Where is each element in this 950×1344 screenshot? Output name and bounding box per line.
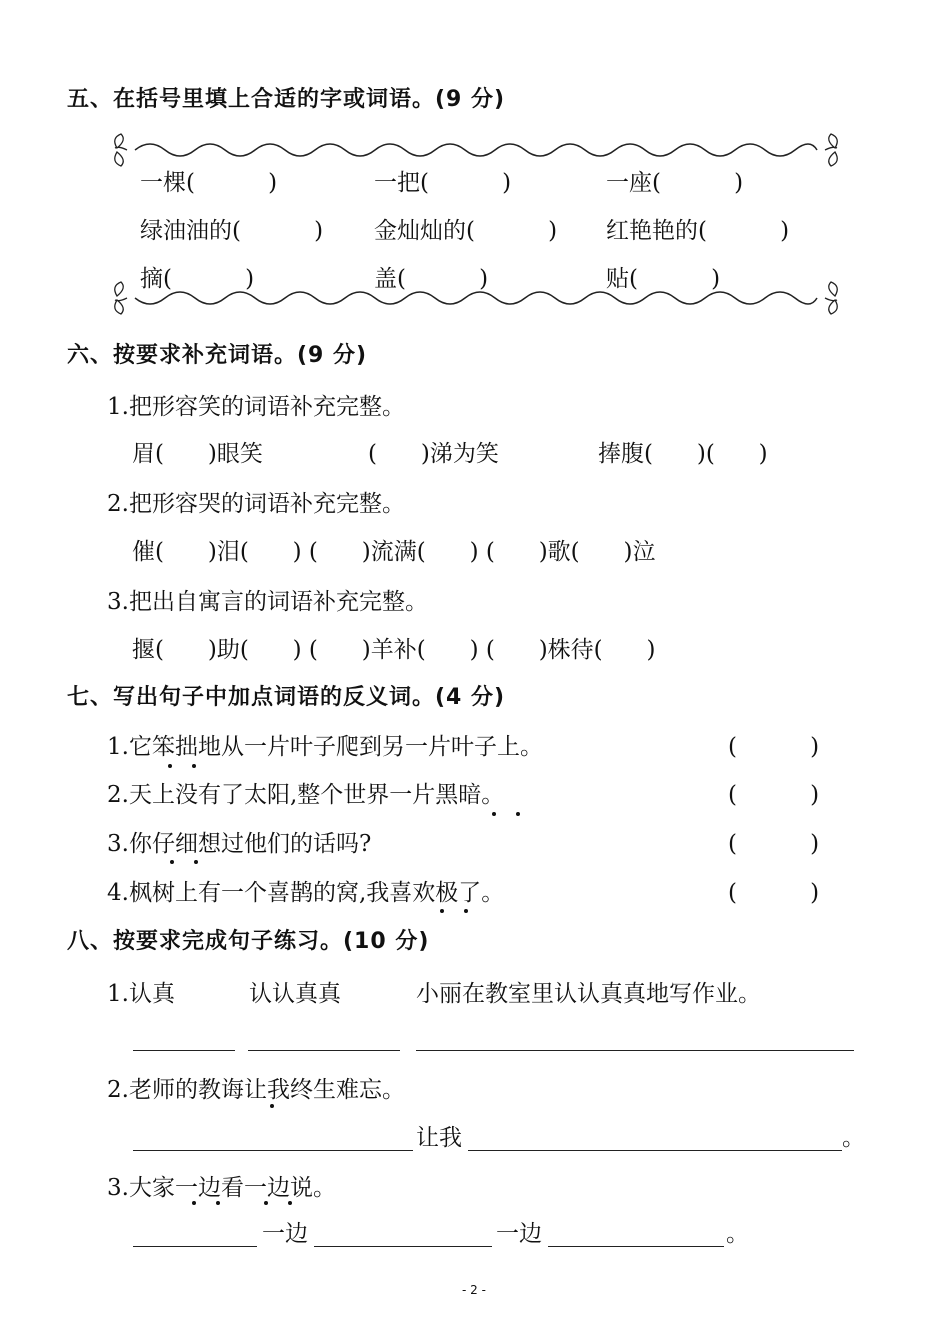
section8-heading: 八、按要求完成句子练习。(10 分) <box>67 929 430 954</box>
s6-q2-prompt: 2.把形容哭的词语补充完整。 <box>107 491 405 517</box>
s7-item2-answer: ( ) <box>728 782 820 808</box>
emphasis-dot <box>170 860 174 864</box>
emphasis-dot <box>192 764 196 768</box>
s5-r2-c1: 绿油油的( ) <box>140 218 324 244</box>
s8-q2-prompt: 2.老师的教诲让我终生难忘。 <box>107 1077 405 1103</box>
s7-item3-answer: ( ) <box>728 831 820 857</box>
s5-r2-c2: 金灿灿的( ) <box>374 218 558 244</box>
emphasis-dot <box>440 909 444 913</box>
s5-r3-c1: 摘( ) <box>140 266 255 292</box>
answer-line[interactable] <box>248 1050 400 1051</box>
s7-item1-answer: ( ) <box>728 734 820 760</box>
s8-q1-sentence: 小丽在教室里认认真真地写作业。 <box>416 981 761 1007</box>
s6-q1-item1: 眉( )眼笑 <box>132 441 263 467</box>
s5-r1-c2: 一把( ) <box>374 170 512 196</box>
answer-line[interactable] <box>133 1050 235 1051</box>
s7-item1-text: 1.它笨拙地从一片叶子爬到另一片叶子上。 <box>107 734 543 760</box>
s8-q3-prompt: 3.大家一边看一边说。 <box>107 1175 336 1201</box>
emphasis-dot <box>270 1104 274 1108</box>
s5-r3-c2: 盖( ) <box>374 266 489 292</box>
answer-line[interactable] <box>314 1246 492 1247</box>
answer-line[interactable] <box>548 1246 724 1247</box>
emphasis-dot <box>264 1201 268 1205</box>
s8-q1-word2: 认认真真 <box>249 981 341 1007</box>
s8-q3-mid2: 一边 <box>496 1221 542 1247</box>
answer-line[interactable] <box>133 1246 257 1247</box>
s8-q2-end: 。 <box>842 1125 865 1151</box>
section7-heading: 七、写出句子中加点词语的反义词。(4 分) <box>67 685 506 710</box>
decorative-vine-border-top <box>105 130 847 170</box>
s6-q3-line: 揠( )助( ) ( )羊补( ) ( )株待( ) <box>132 637 656 663</box>
s7-item4-answer: ( ) <box>728 880 820 906</box>
answer-line[interactable] <box>468 1150 842 1151</box>
s7-item4-text: 4.枫树上有一个喜鹊的窝,我喜欢极了。 <box>107 880 505 906</box>
emphasis-dot <box>192 1201 196 1205</box>
emphasis-dot <box>168 764 172 768</box>
emphasis-dot <box>288 1201 292 1205</box>
s6-q3-prompt: 3.把出自寓言的词语补充完整。 <box>107 589 428 615</box>
answer-line[interactable] <box>133 1150 413 1151</box>
answer-line[interactable] <box>416 1050 854 1051</box>
s6-q1-item2: ( )涕为笑 <box>368 441 499 467</box>
s5-r1-c1: 一棵( ) <box>140 170 278 196</box>
emphasis-dot <box>216 1201 220 1205</box>
decorative-vine-border-bottom <box>105 278 847 318</box>
emphasis-dot <box>194 860 198 864</box>
s8-q3-mid1: 一边 <box>262 1221 308 1247</box>
section6-heading: 六、按要求补充词语。(9 分) <box>67 343 368 368</box>
s8-q3-end: 。 <box>726 1221 749 1247</box>
page-number: - 2 - <box>462 1283 486 1297</box>
emphasis-dot <box>516 812 520 816</box>
s5-r2-c3: 红艳艳的( ) <box>606 218 790 244</box>
s6-q1-prompt: 1.把形容笑的词语补充完整。 <box>107 394 405 420</box>
emphasis-dot <box>492 812 496 816</box>
s5-r1-c3: 一座( ) <box>606 170 744 196</box>
s6-q1-item3: 捧腹( )( ) <box>598 441 768 467</box>
s7-item3-text: 3.你仔细想过他们的话吗? <box>107 831 372 857</box>
emphasis-dot <box>464 909 468 913</box>
s7-item2-text: 2.天上没有了太阳,整个世界一片黑暗。 <box>107 782 505 808</box>
s6-q2-line: 催( )泪( ) ( )流满( ) ( )歌( )泣 <box>132 539 656 565</box>
section5-heading: 五、在括号里填上合适的字或词语。(9 分) <box>67 87 506 112</box>
s8-q2-middle: 让我 <box>416 1125 462 1151</box>
s8-q1-word1: 1.认真 <box>107 981 175 1007</box>
s5-r3-c3: 贴( ) <box>606 266 721 292</box>
